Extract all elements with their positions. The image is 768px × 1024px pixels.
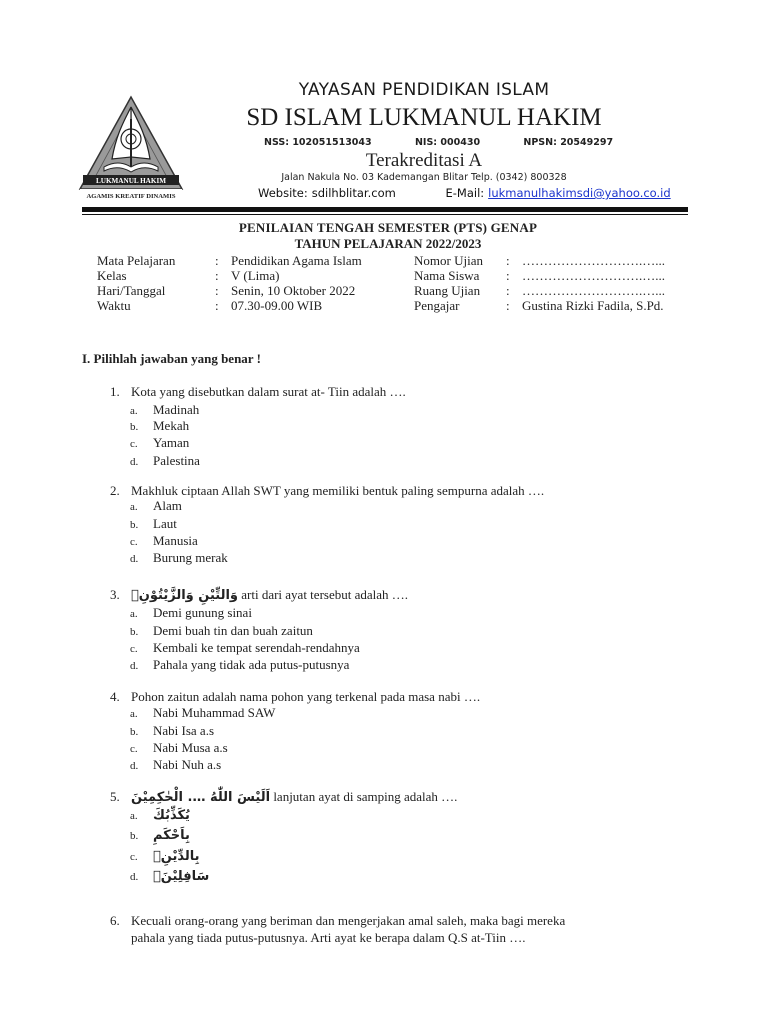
answer-option <box>130 402 199 418</box>
foundation-name: YAYASAN PENDIDIKAN ISLAM <box>298 80 550 100</box>
info-label: Nama Siswa <box>414 268 480 283</box>
option-letter: a. <box>130 501 138 513</box>
option-letter: b. <box>130 626 139 638</box>
header-divider-thick <box>82 207 688 212</box>
info-colon: : <box>215 268 219 283</box>
option-text: Madinah <box>153 402 200 417</box>
exam-year: TAHUN PELAJARAN 2022/2023 <box>294 236 482 251</box>
info-value: ……………………….…... <box>522 268 665 283</box>
option-letter: b. <box>130 519 139 531</box>
contact-line <box>258 186 671 200</box>
info-colon: : <box>506 268 510 283</box>
exam-title: PENILAIAN TENGAH SEMESTER (PTS) GENAP <box>238 220 538 235</box>
nis-number: NIS: 000430 <box>414 137 481 148</box>
option-letter: a. <box>130 405 138 417</box>
option-letter: c. <box>130 536 138 548</box>
info-label: Waktu <box>97 298 131 313</box>
email-link[interactable]: lukmanulhakimsdi@yahoo.co.id <box>488 186 671 200</box>
question-number: 4. <box>110 689 120 704</box>
answer-option <box>130 827 190 843</box>
answer-option <box>130 418 189 434</box>
question-number: 5. <box>110 789 120 804</box>
answer-option <box>130 740 228 756</box>
question-text: lanjutan ayat di samping adalah …. <box>270 789 458 804</box>
option-letter: b. <box>130 421 139 433</box>
answer-option <box>130 533 198 549</box>
answer-option <box>130 453 200 469</box>
option-text: Nabi Muhammad SAW <box>153 705 276 720</box>
school-address: Jalan Nakula No. 03 Kademangan Blitar Telp. (0342) 800328 <box>281 172 567 183</box>
option-letter: c. <box>130 851 138 863</box>
question-text-continued: pahala yang tiada putus-putusnya. Arti ayat ke berapa dalam Q.S at-Tiin …. <box>131 930 526 945</box>
option-text: Yaman <box>153 435 190 450</box>
npsn-number: NPSN: 20549297 <box>523 137 614 148</box>
option-text: يُكَذِّبُكَ <box>153 808 190 823</box>
logo-motto: AGAMIS KREATIF DINAMIS <box>86 193 176 200</box>
question-text: arti dari ayat tersebut adalah …. <box>238 587 409 602</box>
option-text: Nabi Musa a.s <box>153 740 228 755</box>
option-letter: d. <box>130 760 139 772</box>
option-text: سَافِلِيْنَۙ <box>153 869 210 884</box>
answer-option <box>130 723 214 739</box>
answer-option <box>130 657 349 673</box>
question-number: 2. <box>110 483 120 498</box>
info-value: Gustina Rizki Fadila, S.Pd. <box>522 298 664 313</box>
school-name: SD ISLAM LUKMANUL HAKIM <box>246 104 602 131</box>
info-label: Hari/Tanggal <box>97 283 166 298</box>
arabic-verse: وَالتِّيْنِ وَالزَّيْتُوْنِۙ <box>131 588 238 603</box>
option-letter: a. <box>130 708 138 720</box>
section-title: I. Pilihlah jawaban yang benar ! <box>82 351 261 366</box>
option-letter: d. <box>130 553 139 565</box>
question-text-line <box>131 587 408 603</box>
option-letter: c. <box>130 743 138 755</box>
option-text: Alam <box>153 498 182 513</box>
school-ids <box>264 137 653 148</box>
info-value: ……………………….…... <box>522 253 665 268</box>
option-letter: a. <box>130 810 138 822</box>
info-label: Mata Pelajaran <box>97 253 176 268</box>
answer-option <box>130 757 221 773</box>
option-letter: d. <box>130 660 139 672</box>
header-divider-thin <box>82 214 688 215</box>
option-text: Pahala yang tidak ada putus-putusnya <box>153 657 350 672</box>
option-letter: a. <box>130 608 138 620</box>
option-text: Demi buah tin dan buah zaitun <box>153 623 313 638</box>
answer-option <box>130 435 189 451</box>
info-value: V (Lima) <box>231 268 280 283</box>
answer-option <box>130 605 252 621</box>
answer-option <box>130 623 313 639</box>
question-text: Kota yang disebutkan dalam surat at- Tiin adalah …. <box>131 384 406 399</box>
answer-option <box>130 550 228 566</box>
answer-option <box>130 848 200 864</box>
option-text: Kembali ke tempat serendah-rendahnya <box>153 640 360 655</box>
info-colon: : <box>215 283 219 298</box>
answer-option <box>130 498 182 514</box>
answer-option <box>130 807 190 823</box>
question-number: 6. <box>110 913 120 928</box>
option-text: Laut <box>153 516 177 531</box>
option-letter: b. <box>130 830 139 842</box>
option-text: Manusia <box>153 533 198 548</box>
email-label: E-Mail: <box>445 186 485 200</box>
answer-option <box>130 640 360 656</box>
info-colon: : <box>215 253 219 268</box>
arabic-verse: اَلَيْسَ اللّٰهُ …. الْحٰكِمِيْنَ <box>131 790 271 805</box>
option-letter: d. <box>130 456 139 468</box>
option-text: بِالدِّيْنِۗ <box>153 849 200 864</box>
answer-option <box>130 868 209 884</box>
option-text: بِاَحْكَمِ <box>153 828 190 843</box>
info-label: Nomor Ujian <box>414 253 483 268</box>
info-label: Pengajar <box>414 298 460 313</box>
answer-option <box>130 516 177 532</box>
option-text: Nabi Isa a.s <box>153 723 215 738</box>
option-text: Palestina <box>153 453 200 468</box>
option-text: Mekah <box>153 418 190 433</box>
info-colon: : <box>506 253 510 268</box>
info-value: Pendidikan Agama Islam <box>231 253 362 268</box>
option-text: Nabi Nuh a.s <box>153 757 222 772</box>
info-label: Ruang Ujian <box>414 283 481 298</box>
option-letter: b. <box>130 726 139 738</box>
option-letter: d. <box>130 871 139 883</box>
info-colon: : <box>215 298 219 313</box>
info-value: ……………………….…... <box>522 283 665 298</box>
website-link[interactable]: sdilhblitar.com <box>311 186 396 200</box>
info-colon: : <box>506 283 510 298</box>
info-value: 07.30-09.00 WIB <box>231 298 323 313</box>
question-text: Pohon zaitun adalah nama pohon yang terkenal pada masa nabi …. <box>131 689 481 704</box>
question-text-line <box>131 789 457 805</box>
accreditation: Terakreditasi A <box>365 150 483 171</box>
info-colon: : <box>506 298 510 313</box>
option-letter: c. <box>130 438 138 450</box>
option-text: Burung merak <box>153 550 228 565</box>
nss-number: NSS: 102051513043 <box>264 137 372 148</box>
option-letter: c. <box>130 643 138 655</box>
question-number: 1. <box>110 384 120 399</box>
question-number: 3. <box>110 587 120 602</box>
answer-option <box>130 705 275 721</box>
info-label: Kelas <box>97 268 127 283</box>
logo-name: LUKMANUL HAKIM <box>95 177 167 186</box>
website-label: Website: <box>258 186 308 200</box>
info-value: Senin, 10 Oktober 2022 <box>231 283 356 298</box>
question-text: Kecuali orang-orang yang beriman dan mengerjakan amal saleh, maka bagi mereka <box>131 913 566 928</box>
option-text: Demi gunung sinai <box>153 605 252 620</box>
question-text: Makhluk ciptaan Allah SWT yang memiliki bentuk paling sempurna adalah …. <box>131 483 545 498</box>
